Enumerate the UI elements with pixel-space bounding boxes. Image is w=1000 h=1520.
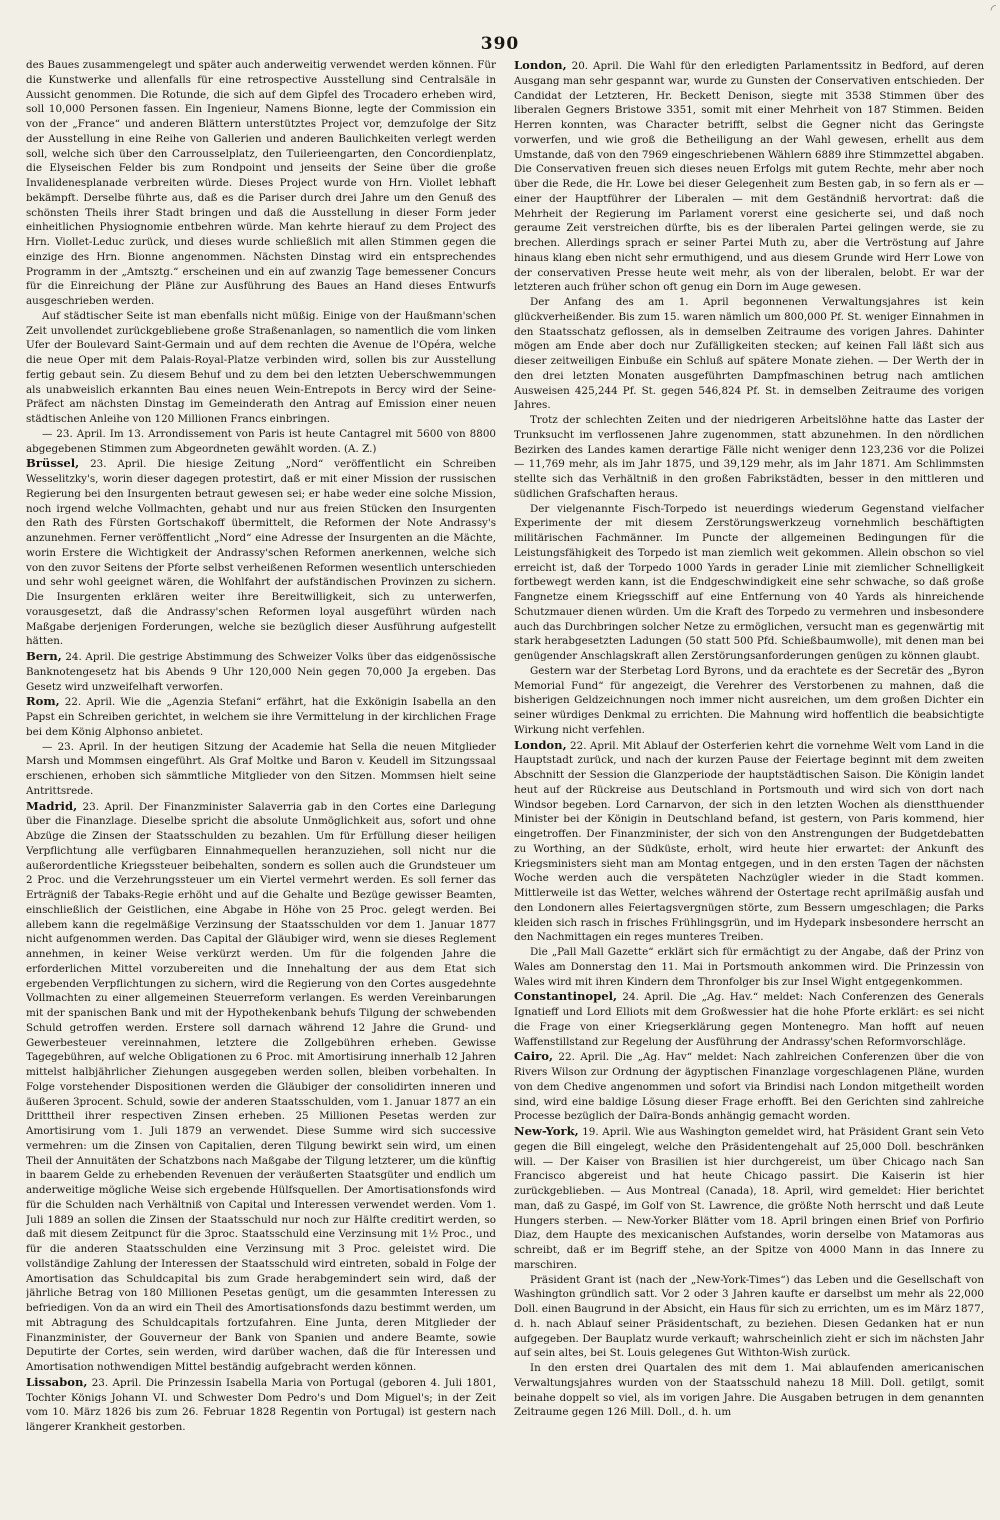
article-paragraph: Trotz der schlechten Zeiten und der niedrigeren Arbeitslöhne hatte das Laster der Trunksucht im verflossenen Jahre zugenommen, statt abzunehmen. In den nördlichen Bezirken des Landes kamen derartige Fälle nicht weniger denn 123,236 vor die Polizei — 11,769 mehr, als im Jahr 1875, und 39,129 mehr, als im Jahr 1871. Am Schlimmsten stellte sich das Verhältniß in den großen Fabrikstädten, besser in den mittleren und südlichen Grafschaften heraus. xyxy=(514,414,984,500)
news-article xyxy=(26,649,496,694)
news-article xyxy=(514,738,984,946)
news-article xyxy=(514,1049,984,1124)
article-body: 24. April. Die gestrige Abstimmung des Schweizer Volks über das eidgenössische Banknotengesetz hat bis Abends 9 Uhr 120,000 Nein gegen 70,000 Ja ergeben. Das Gesetz wird unzweifelhaft verworfen. xyxy=(26,651,496,693)
article-dateline: London, xyxy=(514,58,567,72)
article-paragraph: des Baues zusammengelegt und später auch anderweitig verwendet werden können. Für die Kunstwerke und allenfalls für eine retrospective Ausstellung sind Centralsäle in Aussicht genommen. Die Rotunde, die sich auf dem Gipfel des Trocadero erheben wird, soll 10,000 Personen fassen. Ein Ingenieur, Namens Bionne, legte der Commission ein von der „France“ und anderen Blättern unterstütztes Project vor, demzufolge der Sitz der Ausstellung in eine Reihe von Gallerien und anderen Baulichkeiten verlegt werden soll, welche sich über den Carrousselplatz, den Tuilerieengarten, den Concordienplatz, die Elyseischen Felder bis zum Rondpoint und jenseits der Seine über die große Invalidenesplanade verbreiten würde. Dieses Project wurde von Hrn. Viollet lebhaft bekämpft. Derselbe führte aus, daß es die Pariser durch drei Jahre um den Genuß des schönsten Theils ihrer Stadt bringen und daß die Ausstellung in dieser Form jeder einheitlichen Physiognomie entbehren würde. Man kehrte hierauf zu dem Project des Hrn. Viollet-Leduc zurück, und dieses wurde schließlich mit allen Stimmen gegen die einzige des Hrn. Bionne angenommen. Nächsten Dinstag wird ein entsprechendes Programm in der „Amtsztg.“ erscheinen und ein auf zwanzig Tage bemessener Concurs für die Einreichung der Pläne zur Ausführung des Baues an Hand dieses Entwurfs ausgeschrieben werden. xyxy=(26,59,496,307)
news-article xyxy=(514,989,984,1049)
article-dateline: Bern, xyxy=(26,649,62,663)
article-paragraph: Der vielgenannte Fisch-Torpedo ist neuerdings wiederum Gegenstand vielfacher Experimente der mit diesem Zerstörungswerkzeug vornehmlich beschäftigten militärischen Fachmänner. Im Puncte der allgemeinen Bedingungen für die Leistungsfähigkeit des Torpedo ist man ziemlich weit gekommen. Allein obschon so viel erreicht ist, daß der Torpedo 1000 Yards in gerader Linie mit ziemlicher Schnelligkeit fortbewegt werden kann, ist die Endgeschwindigkeit eine sehr schwache, so daß große Fangnetze einem Kriegsschiff auf eine Entfernung von 40 Yards als hinreichende Schutzmauer dienen würden. Um die Kraft des Torpedo zu vermehren und insbesondere auch das Durchbringen solcher Netze zu ermöglichen, versucht man es gegenwärtig mit stark herabgesetzten Ladungen (50 statt 500 Pfd. Schießbaumwolle), mit denen man bei genügender Anschlagskraft allen Zerstörungsanforderungen genügen zu können glaubt. xyxy=(514,502,984,662)
text-columns xyxy=(26,58,984,1514)
article-paragraph: Präsident Grant ist (nach der „New-York-Times“) das Leben und die Gesellschaft von Washington gründlich satt. Vor 2 oder 3 Jahren kaufte er darselbst um mehr als 22,000 Doll. einen Baugrund in der Absicht, ein Haus für sich zu errichten, um es im März 1877, d. h. nach Ablauf seiner Präsidentschaft, zu beziehen. Diesen Gedanken hat er nun aufgegeben. Der Bauplatz wurde verkauft; wahrscheinlich zieht er sich im nächsten Jahr auf sein altes, bei St. Louis gelegenes Gut Withton-Wish zurück. xyxy=(514,1273,984,1360)
article-body: 24. April. Die „Ag. Hav.“ meldet: Nach Conferenzen des Generals Ignatieff und Lord Elliots mit dem Großwessier hat die hohe Pforte erklärt: es sei nicht die Frage von einer Kriegserklärung gegen Montenegro. Man hofft auf neuen Waffenstillstand zur Regelung der Ausführung der Andrassy'schen Reformvorschläge. xyxy=(514,991,984,1048)
article-paragraph: In den ersten drei Quartalen des mit dem 1. Mai ablaufenden americanischen Verwaltungsjahres wurden von der Staatsschuld nahezu 18 Mill. Doll. getilgt, somit beinahe doppelt so viel, als im vorigen Jahre. Die Ausgaben betrugen in dem genannten Zeitraume gegen 126 Mill. Doll., d. h. um xyxy=(514,1362,984,1419)
article-dateline: Lissabon, xyxy=(26,1374,88,1389)
article-dateline: Constantinopel, xyxy=(514,989,618,1004)
news-article xyxy=(26,694,496,739)
right-column xyxy=(514,58,984,1514)
article-dateline: Brüssel, xyxy=(26,456,80,471)
article-body: 22. April. Die „Ag. Hav“ meldet: Nach zahlreichen Conferenzen über die von Rivers Wilson zur Ordnung der ägyptischen Finanzlage vorgeschlagenen Pläne, wurden von dem Chedive angenommen und sofort via Brindisi nach London mitgetheilt worden sind, wird eine baldige Lösung dieser Frage erhofft. Bei den Gerichten sind zahlreiche Processe bezüglich der Daïra-Bonds anhängig gemacht worden. xyxy=(514,1051,984,1123)
article-dateline: New-York, xyxy=(514,1124,579,1138)
article-paragraph: Der Anfang des am 1. April begonnenen Verwaltungsjahres ist kein glückverheißender. Bis zum 15. waren nämlich um 800,000 Pf. St. weniger Einnahmen in den Staatsschatz geflossen, als in demselben Zeitraume des vorigen Jahres. Dahinter mögen am Ende aber doch nur Zufälligkeiten stecken; auf keinen Fall läßt sich aus dieser zeitweiligen Einbuße ein Schluß auf spätere Monate ziehen. — Der Werth der in den drei letzten Monaten ausgeführten Dampfmaschinen betrug nach amtlichen Ausweisen 425,244 Pf. St. gegen 546,824 Pf. St. in demselben Zeitraume des vorigen Jahres. xyxy=(514,296,984,412)
news-article xyxy=(514,58,984,295)
article-body: 23. April. Der Finanzminister Salaverria gab in den Cortes eine Darlegung über die Finanzlage. Dieselbe spricht die absolute Unmöglichkeit aus, sofort und ohne Abzüge die Zinsen der Staatsschulden zu bezahlen. Um für Erfüllung dieser heiligen Verpflichtung alle verfügbaren Einnahmequellen heranzuziehen, soll nicht nur die außerordentliche Kriegssteuer beibehalten, sondern es sollen auch die Grundsteuer um 2 Proc. und die Verzehrungssteuer um ein Viertel vermehrt werden. Es soll ferner das Erträgniß der Tabaks-Regie erhöht und auf die Gehalte und Bezüge gewisser Beamten, einschließlich der Geistlichen, eine Abgabe in Höhe von 25 Proc. gelegt werden. Bei allebem kann die regelmäßige Verzinsung der Staatsschulden vor dem 1. Januar 1877 nicht aufgenommen werden. Das Capital der Gläubiger wird, wenn sie dieses Reglement annehmen, in keiner Weise verkürzt werden. Um für die folgenden Jahre die erforderlichen Mittel vorzubereiten und die Innehaltung der aus dem Etat sich ergebenden Verpflichtungen zu sichern, wird die Regierung von den Cortes ausgedehnte Vollmachten zu einer allgemeinen Steuerreform verlangen. Es werden Vereinbarungen mit der spanischen Bank und mit der Hypothekenbank behufs Tilgung der schwebenden Schuld getroffen werden. Erstere soll darnach während 12 Jahre die Grund- und Gewerbesteuer vereinnahmen, letztere die Zollgebühren erheben. Gewisse Tagegebühren, auf welche Obligationen zu 6 Proc. mit Amortisirung innerhalb 12 Jahren mittelst halbjährlicher Ziehungen ausgegeben werden sollen, bleiben vorbehalten. In Folge vorstehender Dispositionen werden die Gläubiger der consolidirten inneren und äußeren 3procent. Schuld, sowie der anderen Staatsschulden, vom 1. Januar 1877 an ein Dritttheil ihrer respectiven Zinsen erheben. 25 Millionen Pesetas werden zur Amortisirung vom 1. Juli 1879 an verwendet. Diese Summe wird sich successive vermehren: um die Zinsen von Capitalien, deren Tilgung bewirkt sein wird, um einen Theil der Annuitäten der Schatzbons nach Maßgabe der Tilgung letzterer, um die künftig in baarem Gelde zu erhebenden Revenuen der veräußerten Staatsgüter und endlich um anderweitige mögliche Weise sich ergebende Hülfsquellen. Der Amortisationsfonds wird für die Schulden nach Verhältniß von Capital und Interessen verwendet werden. Vom 1. Juli 1889 an sollen die Zinsen der Staatsschuld nur noch zur Hälfte creditirt werden, so daß mit diesem Zeitpunct für die 3proc. Staatsschuld eine Verzinsung mit 1½ Proc., und für die anderen Staatsschulden eine Verzinsung mit 3 Proc. geleistet wird. Die vollständige Zahlung der Interessen der Staatsschuld wird eintreten, sobald in Folge der Amortisation das Schuldcapital bis zum Grade herabgemindert sein wird, daß der jährliche Betrag von 180 Millionen Pesetas genügt, um die gesammten Interessen zu befriedigen. Von da an wird ein Theil des Amortisationsfonds dazu bestimmt werden, um mit Abtragung des Schuldcapitals fortzufahren. Eine Junta, deren Mitglieder der Finanzminister, der Gouverneur der Bank von Spanien und andere Beamte, sowie Deputirte der Cortes, sein werden, wird darüber wachen, daß die für Interessen und Amortisation nothwendigen Mittel beständig aufgebracht werden können. xyxy=(26,800,496,1373)
page-corner-mark: ◜ xyxy=(990,2,996,18)
article-dateline: Madrid, xyxy=(26,798,78,813)
article-body: 23. April. Die Prinzessin Isabella Maria von Portugal (geboren 4. Juli 1801, Tochter Königs Johann VI. und Schwester Dom Pedro's und Dom Miguel's; in der Zeit vom 10. März 1826 bis zum 26. Februar 1828 Regentin von Portugal) ist gestern nach längerer Krankheit gestorben. xyxy=(26,1376,496,1433)
article-body: 19. April. Wie aus Washington gemeldet wird, hat Präsident Grant sein Veto gegen die Bill eingelegt, welche den Präsidentengehalt auf 25,000 Doll. beschränken will. — Der Kaiser von Brasilien ist hier durchgereist, um über Chicago nach San Francisco abgereist und hat heute Chicago passirt. Die Kaiserin ist hier zurückgeblieben. — Aus Montreal (Canada), 18. April, wird gemeldet: Hier berichtet man, daß zu Gaspé, im Golf von St. Lawrence, die größte Noth herrscht und daß Leute Hungers sterben. — New-Yorker Blätter vom 18. April bringen einen Brief von Porfirio Diaz, dem Haupte des mexicanischen Aufstandes, worin derselbe von Matamoras aus schreibt, daß er im Begriff stehe, an der Spitze von 4000 Mann in das Innere zu marschiren. xyxy=(514,1126,984,1271)
news-article xyxy=(26,799,496,1375)
left-column xyxy=(26,58,496,1514)
article-paragraph: Gestern war der Sterbetag Lord Byrons, und da erachtete es der Secretär des „Byron Memorial Fund“ für angezeigt, die Verehrer des Verstorbenen zu mahnen, daß die bisherigen Geldzeichnungen noch immer nicht ausreichen, um dem großen Dichter ein seiner würdiges Denkmal zu errichten. Die Mahnung wird hoffentlich die beabsichtigte Wirkung nicht verfehlen. xyxy=(514,664,984,736)
article-dateline: Cairo, xyxy=(514,1049,554,1064)
news-article xyxy=(26,456,496,649)
article-body: 20. April. Die Wahl für den erledigten Parlamentssitz in Bedford, auf deren Ausgang man sehr gespannt war, wurde zu Gunsten der Conservativen entschieden. Der Candidat der Letzteren, Hr. Beckett Denison, siegte mit 3538 Stimmen über des liberalen Gegners Bristowe 3351, somit mit einer Mehrheit von 187 Stimmen. Beiden Herren konnten, was Character betrifft, selbst die Gegner nicht das Geringste vorwerfen, und wie groß die Betheiligung an der Wahl gewesen, erhellt aus dem Umstande, daß von den 7969 eingeschriebenen Wählern 6889 ihre Stimmzettel abgaben. Die Conservativen freuen sich dieses neuen Erfolgs mit gutem Rechte, mehr aber noch über die Rede, die Hr. Lowe bei dieser Gelegenheit zum Besten gab, in so fern als er — einer der Hauptführer der Liberalen — mit dem Geständniß hervortrat: daß die Mehrheit der Regierung im Parlament vorerst eine gesicherte sei, und daß noch geraume Zeit verstreichen dürfte, bis es der liberalen Partei gelingen werde, sie zu brechen. Allerdings sprach er seiner Partei Muth zu, aber die Vertröstung auf Jahre hinaus klang eben nicht sehr ermuthigend, und aus diesem Grunde wird Herr Lowe von der conservativen Presse heute weit mehr, als von der liberalen, belobt. Er war der letzteren auch früher schon oft genug ein Dorn im Auge gewesen. xyxy=(514,60,984,294)
article-dateline: London, xyxy=(514,737,567,752)
article-paragraph: — 23. April. Im 13. Arrondissement von Paris ist heute Cantagrel mit 5600 von 8800 abgegebenen Stimmen zum Abgeordneten gewählt worden. (A. Z.) xyxy=(26,427,496,455)
article-paragraph: Die „Pall Mall Gazette“ erklärt sich für ermächtigt zu der Angabe, daß der Prinz von Wales am Donnerstag den 11. Mai in Portsmouth ankommen wird. Die Prinzessin von Wales wird mit ihren Kindern dem Thronfolger bis zur Insel Wight entgegenkommen. xyxy=(514,946,984,988)
news-article xyxy=(514,1124,984,1273)
article-body: 22. April. Wie die „Agenzia Stefani“ erfährt, hat die Exkönigin Isabella an den Papst ein Schreiben gerichtet, in welchem sie ihre Vermittelung in der kirchlichen Frage bei dem König Alphonso anbietet. xyxy=(26,696,496,738)
news-article xyxy=(26,1375,496,1435)
article-dateline: Rom, xyxy=(26,694,60,709)
article-paragraph: — 23. April. In der heutigen Sitzung der Academie hat Sella die neuen Mitglieder Marsh und Mommsen eingeführt. Als Graf Moltke und Baron v. Keudell im Sitzungssaal erschienen, erhoben sich sämmtliche Mitglieder von den Sitzen. Mommsen hielt seine Antrittsrede. xyxy=(26,740,496,797)
article-body: 22. April. Mit Ablauf der Osterferien kehrt die vornehme Welt vom Land in die Hauptstadt zurück, und nach der kurzen Pause der Feiertage beginnt mit dem zweiten Abschnitt der Session die Glanzperiode der hauptstädtischen Saison. Die Königin landet heut auf der Rückreise aus Deutschland in Portsmouth und wird sich von dort nach Windsor begeben. Lord Carnarvon, der sich in den letzten Wochen als dienstthuender Minister bei der Königin in Deutschland befand, ist gestern, von Paris kommend, hier eingetroffen. Der Finanzminister, der sich von den Anstrengungen der Budgetdebatten zu Worthing, an der Südküste, erholt, wird heute hier erwartet: der Ankunft des Kriegsministers sieht man am Montag entgegen, und in den ersten Tagen der nächsten Woche werden auch die verspäteten Nachzügler wieder in die Stadt kommen. Mittlerweile ist das Wetter, welches während der Ostertage recht apriImäßig ausfah und den Londonern alles Feiertagsvergnügen störte, zum Bessern umgeschlagen; die Parks kleiden sich rasch in frisches Frühlingsgrün, und im Hydepark insbesondere herrscht an den Nachmittagen ein reges munteres Treiben. xyxy=(514,739,984,944)
article-paragraph: Auf städtischer Seite ist man ebenfalls nicht müßig. Einige von der Haußmann'schen Zeit unvollendet zurückgebliebene große Straßenanlagen, so namentlich die vom linken Ufer der Boulevard Saint-Germain und auf dem rechten die Avenue de l'Opéra, welche die neue Oper mit dem Palais-Royal-Platze verbinden wird, sollen bis zur Ausstellung fertig gebaut sein. Zu diesem Behuf und zu dem bei den letzten Ueberschwemmungen als unabweislich erkannten Bau eines neuen Wein-Entrepots in Bercy wird der Seine-Präfect am nächsten Dinstag im Gemeinderath den Antrag auf Emission einer neuen städtischen Anleihe von 120 Millionen Francs einbringen. xyxy=(26,309,496,425)
article-body: 23. April. Die hiesige Zeitung „Nord“ veröffentlicht ein Schreiben Wesselitzky's, worin dieser dagegen protestirt, daß er mit einer Mission der russischen Regierung bei den Insurgenten betraut gewesen sei; er habe weder eine solche Mission, noch irgend welche Vollmachten, gehabt und nur aus freien Stücken den Insurgenten den Rath des Fürsten Gortschakoff übermittelt, die Reformen der Note Andrassy's anzunehmen. Ferner veröffentlicht „Nord“ eine Adresse der Insurgenten an die Mächte, worin Erstere die Wichtigkeit der Andrassy'schen Reformen anerkennen, welche sich von den zuvor Seitens der Pforte selbst verheißenen Reformen wesentlich unterschieden und sehr wohl geeignet wären, die Wohlfahrt der aufständischen Provinzen zu sichern. Die Insurgenten erklären weiter ihre Bereitwilligkeit, sich zu unterwerfen, vorausgesetzt, daß die Andrassy'schen Reformen loyal ausgeführt würden nach Maßgabe derjenigen Forderungen, welche sie bezüglich dieser Ausführung aufgestellt hätten. xyxy=(26,458,496,648)
page-number: 390 xyxy=(480,34,520,54)
